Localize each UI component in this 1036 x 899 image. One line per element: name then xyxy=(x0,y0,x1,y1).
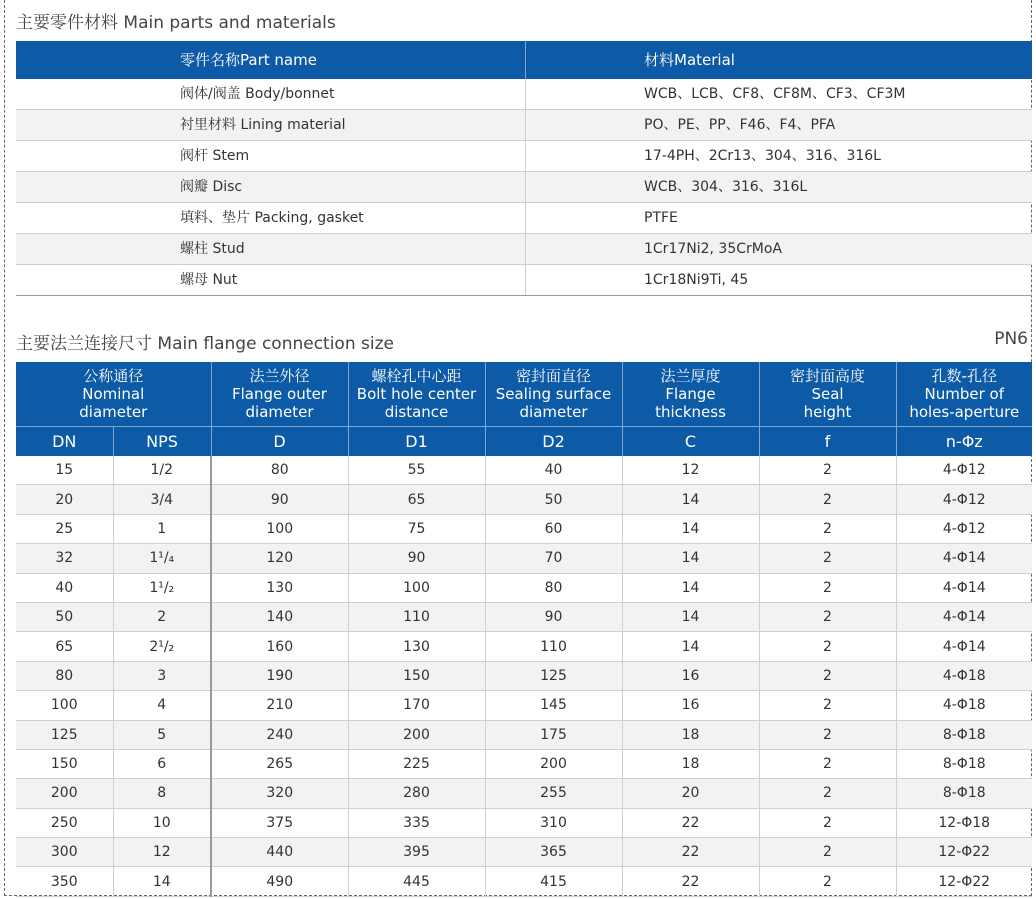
flange-cell: 14 xyxy=(622,514,759,543)
flange-cell: 120 xyxy=(211,544,348,573)
flange-cell: 18 xyxy=(622,749,759,778)
part-name-cell: 填料、垫片 Packing, gasket xyxy=(16,203,526,233)
flange-cell: 18 xyxy=(622,720,759,749)
flange-cell: 225 xyxy=(348,749,485,778)
flange-cell: 14 xyxy=(622,632,759,661)
flange-cell: 2 xyxy=(759,867,896,896)
flange-cell: 2 xyxy=(759,661,896,690)
part-name-cell: 阀瓣 Disc xyxy=(16,172,526,202)
flange-symbol-header: NPS xyxy=(113,427,211,457)
flange-group-header xyxy=(16,362,211,427)
flange-row xyxy=(16,720,1032,749)
material-cell: WCB、LCB、CF8、CF8M、CF3、CF3M xyxy=(644,86,906,102)
materials-row xyxy=(16,79,1032,110)
flange-row xyxy=(16,749,1032,778)
header-line: 密封面直径 xyxy=(515,367,591,385)
flange-cell: 65 xyxy=(348,485,485,514)
flange-cell: 80 xyxy=(485,573,622,602)
flange-group-header xyxy=(622,362,759,427)
header-line: Sealing surface xyxy=(495,385,612,403)
flange-cell: 200 xyxy=(348,720,485,749)
flange-cell: 3 xyxy=(113,661,211,690)
flange-cell: 365 xyxy=(485,838,622,867)
flange-cell: 190 xyxy=(211,661,348,690)
header-line: 密封面高度 xyxy=(789,367,865,385)
material-cell: WCB、304、316、316L xyxy=(644,179,808,195)
flange-cell: 12-Φ22 xyxy=(896,867,1032,896)
flange-cell: 265 xyxy=(211,749,348,778)
flange-cell: 445 xyxy=(348,867,485,896)
flange-cell: 40 xyxy=(16,573,113,602)
flange-cell: 80 xyxy=(16,661,113,690)
header-line: Nominal xyxy=(82,385,145,403)
flange-cell: 65 xyxy=(16,632,113,661)
materials-row xyxy=(16,172,1032,203)
materials-header-part: 零件名称Part name xyxy=(16,41,526,79)
flange-symbol-row xyxy=(16,427,1032,457)
flange-cell: 4-Φ12 xyxy=(896,514,1032,543)
flange-cell: 200 xyxy=(16,779,113,808)
flange-cell: 2 xyxy=(759,632,896,661)
flange-cell: 160 xyxy=(211,632,348,661)
flange-cell: 25 xyxy=(16,514,113,543)
flange-cell: 130 xyxy=(348,632,485,661)
flange-title: 主要法兰连接尺寸 Main flange connection size xyxy=(16,334,394,354)
flange-cell: 14 xyxy=(622,573,759,602)
header-line: 法兰外径 xyxy=(249,367,310,385)
flange-cell: 14 xyxy=(622,544,759,573)
flange-cell: 14 xyxy=(113,867,211,896)
header-line: Flange outer xyxy=(232,385,327,403)
flange-cell: 22 xyxy=(622,808,759,837)
flange-cell: 2 xyxy=(759,544,896,573)
header-line: Number of xyxy=(924,385,1004,403)
header-line: Bolt hole center xyxy=(356,385,477,403)
materials-header-row xyxy=(16,41,1032,79)
header-line: distance xyxy=(384,403,449,421)
flange-cell: 100 xyxy=(348,573,485,602)
material-cell: PO、PE、PP、F46、F4、PFA xyxy=(644,117,836,133)
flange-cell: 20 xyxy=(16,485,113,514)
flange-cell: 16 xyxy=(622,691,759,720)
flange-symbol-header: D xyxy=(211,427,348,457)
flange-cell: 8-Φ18 xyxy=(896,749,1032,778)
flange-row xyxy=(16,544,1032,573)
materials-header-material: 材料Material xyxy=(644,51,735,69)
flange-row xyxy=(16,691,1032,720)
flange-cell: 90 xyxy=(485,602,622,631)
flange-symbol-header: n-Φz xyxy=(896,427,1032,457)
flange-cell: 20 xyxy=(622,779,759,808)
part-name-cell: 螺母 Nut xyxy=(16,265,526,295)
flange-cell: 22 xyxy=(622,867,759,896)
flange-cell: 50 xyxy=(485,485,622,514)
flange-cell: 12 xyxy=(113,838,211,867)
header-line: Seal xyxy=(811,385,844,403)
flange-cell: 110 xyxy=(348,602,485,631)
flange-cell: 1/2 xyxy=(113,456,211,485)
flange-cell: 125 xyxy=(485,661,622,690)
flange-cell: 14 xyxy=(622,485,759,514)
materials-table xyxy=(16,41,1032,296)
material-cell: 1Cr17Ni2, 35CrMoA xyxy=(644,241,782,257)
flange-cell: 4-Φ14 xyxy=(896,544,1032,573)
flange-cell: 12-Φ22 xyxy=(896,838,1032,867)
flange-cell: 490 xyxy=(211,867,348,896)
flange-cell: 125 xyxy=(16,720,113,749)
materials-row xyxy=(16,234,1032,265)
flange-symbol-header: DN xyxy=(16,427,113,457)
flange-cell: 4-Φ12 xyxy=(896,456,1032,485)
flange-row xyxy=(16,456,1032,485)
flange-cell: 4-Φ18 xyxy=(896,691,1032,720)
flange-symbol-header: f xyxy=(759,427,896,457)
flange-cell: 2 xyxy=(759,602,896,631)
flange-cell: 2 xyxy=(113,602,211,631)
flange-cell: 2 xyxy=(759,808,896,837)
flange-cell: 2 xyxy=(759,456,896,485)
flange-cell: 2 xyxy=(759,838,896,867)
flange-group-header xyxy=(896,362,1032,427)
flange-cell: 320 xyxy=(211,779,348,808)
flange-row xyxy=(16,808,1032,837)
flange-cell: 16 xyxy=(622,661,759,690)
flange-row xyxy=(16,661,1032,690)
flange-cell: 280 xyxy=(348,779,485,808)
flange-cell: 90 xyxy=(348,544,485,573)
flange-cell: 2 xyxy=(759,720,896,749)
flange-row xyxy=(16,573,1032,602)
flange-cell: 240 xyxy=(211,720,348,749)
flange-cell: 6 xyxy=(113,749,211,778)
flange-table xyxy=(16,362,1032,897)
pressure-rating: PN6 xyxy=(994,329,1028,349)
flange-cell: 4-Φ14 xyxy=(896,632,1032,661)
flange-symbol-header: C xyxy=(622,427,759,457)
flange-cell: 15 xyxy=(16,456,113,485)
flange-cell: 32 xyxy=(16,544,113,573)
flange-cell: 60 xyxy=(485,514,622,543)
flange-group-header xyxy=(759,362,896,427)
material-cell: 17-4PH、2Cr13、304、316、316L xyxy=(644,148,881,164)
flange-cell: 40 xyxy=(485,456,622,485)
header-line: 螺栓孔中心距 xyxy=(371,367,462,385)
flange-row xyxy=(16,602,1032,631)
flange-cell: 200 xyxy=(485,749,622,778)
flange-cell: 2 xyxy=(759,573,896,602)
flange-cell: 140 xyxy=(211,602,348,631)
materials-title: 主要零件材料 Main parts and materials xyxy=(16,13,336,33)
flange-cell: 2 xyxy=(759,514,896,543)
flange-cell: 5 xyxy=(113,720,211,749)
header-line: diameter xyxy=(519,403,588,421)
header-line: height xyxy=(803,403,852,421)
flange-cell: 10 xyxy=(113,808,211,837)
flange-cell: 8-Φ18 xyxy=(896,779,1032,808)
flange-cell: 90 xyxy=(211,485,348,514)
flange-cell: 4-Φ14 xyxy=(896,573,1032,602)
flange-cell: 12-Φ18 xyxy=(896,808,1032,837)
flange-cell: 8-Φ18 xyxy=(896,720,1032,749)
flange-cell: 2 xyxy=(759,749,896,778)
header-line: holes-aperture xyxy=(909,403,1020,421)
flange-row xyxy=(16,838,1032,867)
flange-cell: 210 xyxy=(211,691,348,720)
material-cell: 1Cr18Ni9Ti, 45 xyxy=(644,272,749,288)
flange-cell: 335 xyxy=(348,808,485,837)
flange-cell: 2 xyxy=(759,485,896,514)
part-name-cell: 阀体/阀盖 Body/bonnet xyxy=(16,79,526,109)
flange-cell: 4 xyxy=(113,691,211,720)
flange-cell: 150 xyxy=(16,749,113,778)
material-cell: PTFE xyxy=(644,210,678,226)
flange-header-row xyxy=(16,362,1032,427)
header-line: Flange xyxy=(665,385,716,403)
flange-cell: 100 xyxy=(16,691,113,720)
header-line: 孔数-孔径 xyxy=(931,367,997,385)
materials-row xyxy=(16,141,1032,172)
flange-row xyxy=(16,514,1032,543)
flange-cell: 440 xyxy=(211,838,348,867)
flange-cell: 80 xyxy=(211,456,348,485)
flange-cell: 110 xyxy=(485,632,622,661)
flange-cell: 75 xyxy=(348,514,485,543)
flange-cell: 250 xyxy=(16,808,113,837)
flange-cell: 300 xyxy=(16,838,113,867)
flange-cell: 145 xyxy=(485,691,622,720)
flange-cell: 375 xyxy=(211,808,348,837)
flange-cell: 55 xyxy=(348,456,485,485)
flange-cell: 2 xyxy=(759,779,896,808)
flange-cell: 22 xyxy=(622,838,759,867)
flange-body xyxy=(16,456,1032,896)
flange-cell: 350 xyxy=(16,867,113,896)
flange-symbol-header: D1 xyxy=(348,427,485,457)
flange-row xyxy=(16,779,1032,808)
flange-group-header xyxy=(211,362,348,427)
flange-cell: 1¹/₂ xyxy=(113,573,211,602)
flange-group-header xyxy=(348,362,485,427)
header-line: diameter xyxy=(245,403,314,421)
flange-cell: 3/4 xyxy=(113,485,211,514)
flange-cell: 415 xyxy=(485,867,622,896)
flange-cell: 50 xyxy=(16,602,113,631)
part-name-cell: 阀杆 Stem xyxy=(16,141,526,171)
flange-cell: 175 xyxy=(485,720,622,749)
flange-cell: 12 xyxy=(622,456,759,485)
flange-symbol-header: D2 xyxy=(485,427,622,457)
flange-row xyxy=(16,867,1032,896)
flange-cell: 2¹/₂ xyxy=(113,632,211,661)
part-name-cell: 螺柱 Stud xyxy=(16,234,526,264)
flange-cell: 1 xyxy=(113,514,211,543)
flange-cell: 395 xyxy=(348,838,485,867)
flange-cell: 310 xyxy=(485,808,622,837)
flange-cell: 150 xyxy=(348,661,485,690)
flange-cell: 170 xyxy=(348,691,485,720)
flange-cell: 4-Φ14 xyxy=(896,602,1032,631)
flange-cell: 4-Φ12 xyxy=(896,485,1032,514)
header-line: diameter xyxy=(79,403,148,421)
header-line: thickness xyxy=(655,403,726,421)
flange-row xyxy=(16,632,1032,661)
header-line: 法兰厚度 xyxy=(660,367,721,385)
flange-cell: 70 xyxy=(485,544,622,573)
header-line: 公称通径 xyxy=(83,367,144,385)
flange-cell: 255 xyxy=(485,779,622,808)
flange-cell: 130 xyxy=(211,573,348,602)
flange-row xyxy=(16,485,1032,514)
materials-row xyxy=(16,265,1032,296)
materials-row xyxy=(16,203,1032,234)
flange-cell: 14 xyxy=(622,602,759,631)
flange-cell: 100 xyxy=(211,514,348,543)
part-name-cell: 衬里材料 Lining material xyxy=(16,110,526,140)
flange-group-header xyxy=(485,362,622,427)
flange-cell: 8 xyxy=(113,779,211,808)
flange-cell: 4-Φ18 xyxy=(896,661,1032,690)
flange-cell: 1¹/₄ xyxy=(113,544,211,573)
flange-cell: 2 xyxy=(759,691,896,720)
materials-row xyxy=(16,110,1032,141)
